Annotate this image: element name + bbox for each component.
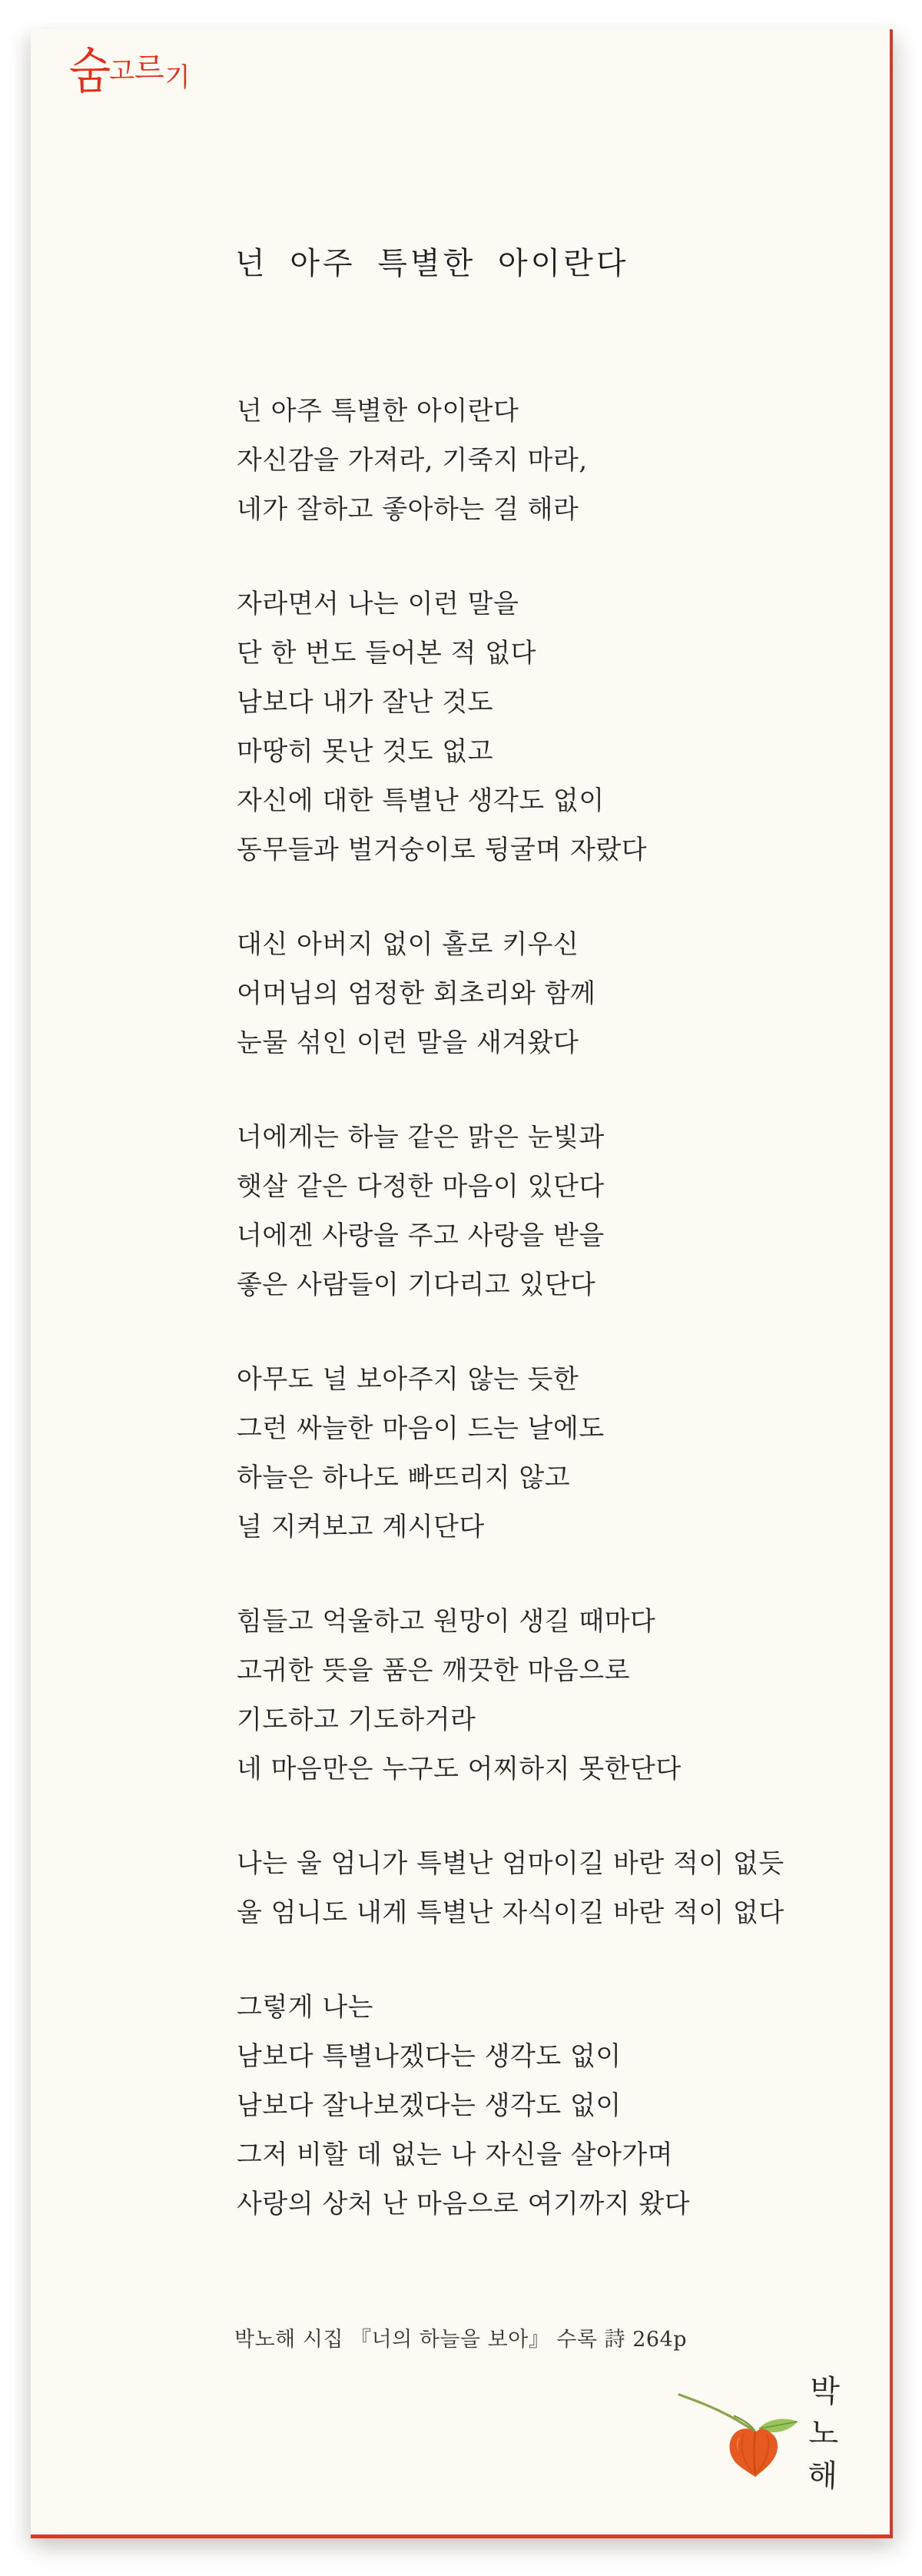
poem-line: 남보다 잘나보겠다는 생각도 없이	[237, 2090, 622, 2121]
poem-line: 넌 아주 특별한 아이란다	[237, 396, 519, 427]
poem-line: 울 엄니도 내게 특별난 자식이길 바란 적이 없다	[237, 1897, 784, 1928]
poem-line: 고귀한 뜻을 품은 깨끗한 마음으로	[237, 1655, 631, 1686]
poem-line: 아무도 널 보아주지 않는 듯한	[237, 1364, 579, 1395]
poem-line: 눈물 섞인 이런 말을 새겨왔다	[237, 1027, 579, 1058]
poem-line: 기도하고 기도하거라	[237, 1705, 476, 1735]
stanza	[237, 579, 784, 875]
signature-char: 박	[809, 2373, 841, 2410]
poem-line: 자신에 대한 특별난 생각도 없이	[237, 785, 605, 816]
stanza	[237, 1355, 784, 1552]
signature-char: 노	[808, 2415, 839, 2452]
poem-line: 나는 울 엄니가 특별난 엄마이길 바란 적이 없듯	[237, 1848, 784, 1879]
poem-line: 네가 잘하고 좋아하는 걸 해라	[237, 494, 579, 525]
poem-line: 좋은 사람들이 기다리고 있단다	[237, 1270, 596, 1300]
stanza	[237, 1113, 784, 1310]
poem-line: 사랑의 상처 난 마음으로 여기까지 왔다	[237, 2189, 691, 2219]
poem-line: 자신감을 가져라, 기죽지 마라,	[237, 445, 588, 476]
poem-line: 햇살 같은 다정한 마음이 있단다	[237, 1171, 605, 1202]
poem-line: 너에겐 사랑을 주고 사랑을 받을	[237, 1220, 605, 1251]
poem-title: 넌 아주 특별한 아이란다	[235, 246, 629, 281]
stanza	[237, 1983, 784, 2229]
logo-char: 숨	[69, 43, 111, 101]
poem-line: 그렇게 나는	[237, 1992, 374, 2023]
logo-char: 기	[164, 62, 191, 93]
poem-line: 단 한 번도 들어본 적 없다	[237, 638, 536, 669]
stem	[679, 2395, 755, 2432]
poem-line: 힘들고 억울하고 원망이 생길 때마다	[237, 1606, 656, 1637]
attribution-text: 박노해 시집 『너의 하늘을 보아』 수록 詩 264p	[234, 2328, 688, 2352]
poem-line: 마땅히 못난 것도 없고	[237, 736, 494, 767]
stanza	[237, 1597, 784, 1794]
poem-line: 그런 싸늘한 마음이 드는 날에도	[237, 1413, 605, 1444]
poem-line: 하늘은 하나도 빠뜨리지 않고	[237, 1462, 571, 1493]
author-signature	[798, 2374, 850, 2494]
sumgoruki-logo	[69, 43, 191, 101]
logo-char: 르	[134, 51, 164, 86]
stanza	[237, 920, 784, 1067]
poem-line: 자라면서 나는 이런 말을	[237, 589, 519, 619]
stanza	[237, 387, 784, 534]
poem-line: 대신 아버지 없이 홀로 키우신	[237, 929, 579, 960]
poem-line: 너에게는 하늘 같은 맑은 눈빛과	[237, 1122, 605, 1153]
poem	[237, 387, 784, 2274]
poem-card	[31, 29, 893, 2538]
poem-line: 널 지켜보고 계시단다	[237, 1512, 485, 1542]
poem-line: 남보다 내가 잘난 것도	[237, 687, 494, 718]
poem-line: 네 마음만은 누구도 어찌하지 못한단다	[237, 1754, 682, 1784]
stanza	[237, 1839, 784, 1937]
poem-line: 그저 비할 데 없는 나 자신을 살아가며	[237, 2139, 674, 2170]
poem-line: 동무들과 벌거숭이로 뒹굴며 자랐다	[237, 835, 648, 865]
physalis-illustration	[675, 2387, 805, 2487]
poem-line: 어머님의 엄정한 회초리와 함께	[237, 978, 596, 1009]
signature-char: 해	[807, 2458, 838, 2495]
logo-char: 고	[109, 56, 134, 87]
poem-line: 남보다 특별나겠다는 생각도 없이	[237, 2041, 622, 2072]
